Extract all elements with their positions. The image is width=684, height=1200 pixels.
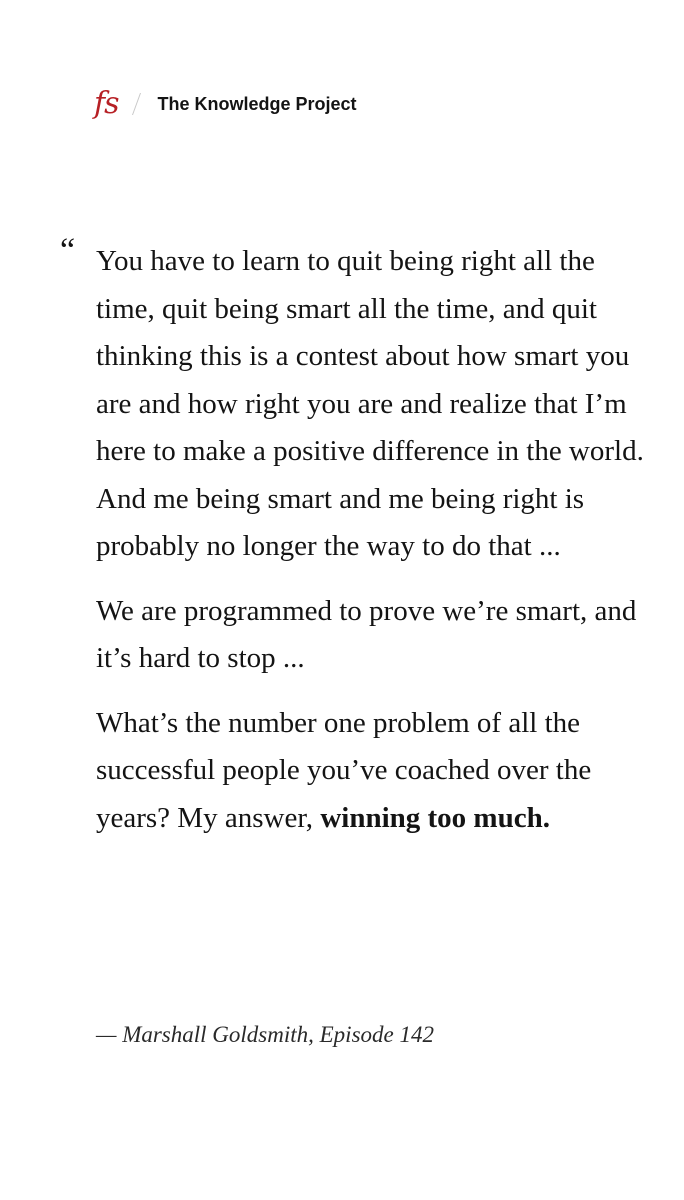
- quote-paragraph-1: You have to learn to quit being right all the time, quit being smart all the time, and quit thinking this is a contest about how smart you are and how right you are and realize that I’m here to make a positive difference in the world. And me being smart and me being right is probably no longer the way to do that ...: [96, 245, 644, 562]
- quote-attribution: — Marshall Goldsmith, Episode 142: [96, 1022, 434, 1047]
- quote-paragraph-3-text: What’s the number one problem of all the successful people you’ve coached over the years? My answer,: [96, 706, 592, 834]
- header-divider: [131, 93, 140, 115]
- quote-paragraph-2: We are programmed to prove we’re smart, and it’s hard to stop ...: [96, 594, 637, 674]
- quote-paragraph-3: [96, 700, 656, 843]
- fs-logo: fs: [94, 86, 119, 121]
- header: [94, 84, 357, 124]
- open-quote-icon: “: [60, 232, 76, 269]
- podcast-title: The Knowledge Project: [157, 93, 357, 114]
- quote-body: [96, 238, 656, 859]
- quote-emphasis: winning too much.: [320, 801, 550, 834]
